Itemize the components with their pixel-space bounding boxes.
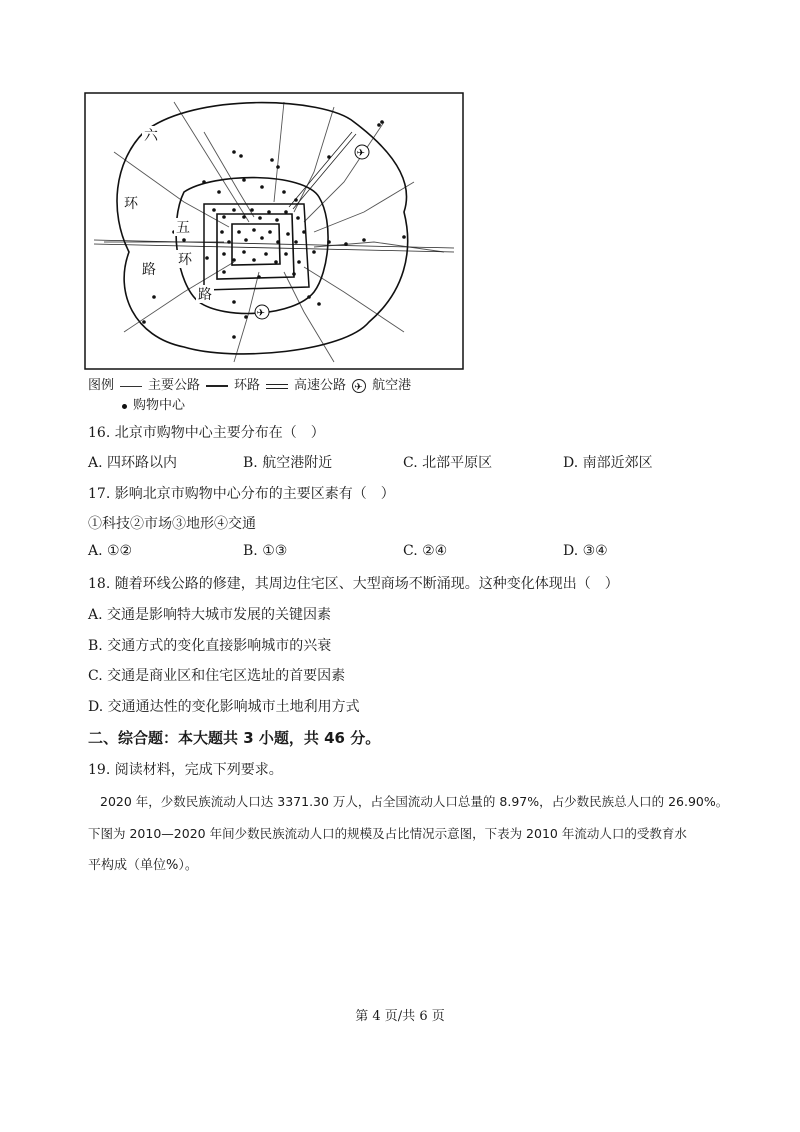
beijing-shopping-map	[84, 92, 464, 370]
map-label-huan2: 环	[178, 252, 192, 268]
option: D. ③④	[563, 543, 608, 559]
section-heading: 二、综合题：本大题共 3 小题，共 46 分。	[88, 729, 381, 747]
ring-road-symbol	[206, 385, 228, 387]
map-label-lu2: 路	[198, 287, 212, 303]
option: C. ②④	[403, 543, 448, 559]
option: A. ①②	[88, 543, 133, 559]
highway-symbol	[266, 384, 288, 389]
material-paragraph-1: 2020 年，少数民族流动人口达 3371.30 万人，占全国流动人口总量的 8.97%，占少数民族总人口的 26.90%。	[100, 794, 729, 809]
svg-text:✈: ✈	[256, 308, 265, 319]
question-18-stem: 18. 随着环线公路的修建，其周边住宅区、大型商场不断涌现。这种变化体现出（ ）	[88, 576, 619, 592]
option: B. 交通方式的变化直接影响城市的兴衰	[88, 638, 332, 654]
map-label-liu: 六	[144, 128, 158, 144]
option: D. 南部近郊区	[563, 455, 653, 471]
option: D. 交通通达性的变化影响城市土地利用方式	[88, 699, 360, 715]
map-label-huan: 环	[124, 196, 138, 212]
map-label-lu: 路	[142, 262, 156, 278]
question-17-stem: 17. 影响北京市购物中心分布的主要区素有（ ）	[88, 486, 395, 502]
legend-highway: 高速公路	[294, 378, 347, 393]
option: C. 北部平原区	[403, 455, 493, 471]
material-paragraph-3: 平构成（单位%）。	[88, 858, 198, 873]
question-16-stem: 16. 北京市购物中心主要分布在（ ）	[88, 425, 325, 441]
airport-icon	[255, 305, 269, 319]
airport-icon	[355, 145, 369, 159]
material-paragraph-2: 下图为 2010—2020 年间少数民族流动人口的规模及占比情况示意图，下表为 2010 年流动人口的受教育水	[88, 826, 687, 841]
option: A. 四环路以内	[88, 455, 178, 471]
legend-shopping: 购物中心	[133, 398, 186, 413]
question-17-factors: ①科技②市场③地形④交通	[88, 516, 256, 532]
svg-text:✈: ✈	[356, 148, 365, 159]
page-number: 第 4 页/共 6 页	[355, 1009, 445, 1024]
map-legend	[88, 376, 411, 416]
option: B. 航空港附近	[243, 455, 333, 471]
option: C. 交通是商业区和住宅区选址的首要因素	[88, 668, 346, 684]
legend-ring-road: 环路	[234, 378, 261, 393]
shopping-dot-icon	[122, 404, 127, 409]
legend-title: 图例	[88, 378, 115, 393]
option: B. ①③	[243, 543, 288, 559]
airport-icon	[352, 379, 366, 393]
map-label-wu: 五	[176, 220, 190, 236]
main-road-symbol	[120, 386, 142, 387]
legend-main-road: 主要公路	[148, 378, 201, 393]
legend-airport: 航空港	[372, 378, 412, 393]
option: A. 交通是影响特大城市发展的关键因素	[88, 607, 332, 623]
question-19-stem: 19. 阅读材料，完成下列要求。	[88, 762, 283, 778]
